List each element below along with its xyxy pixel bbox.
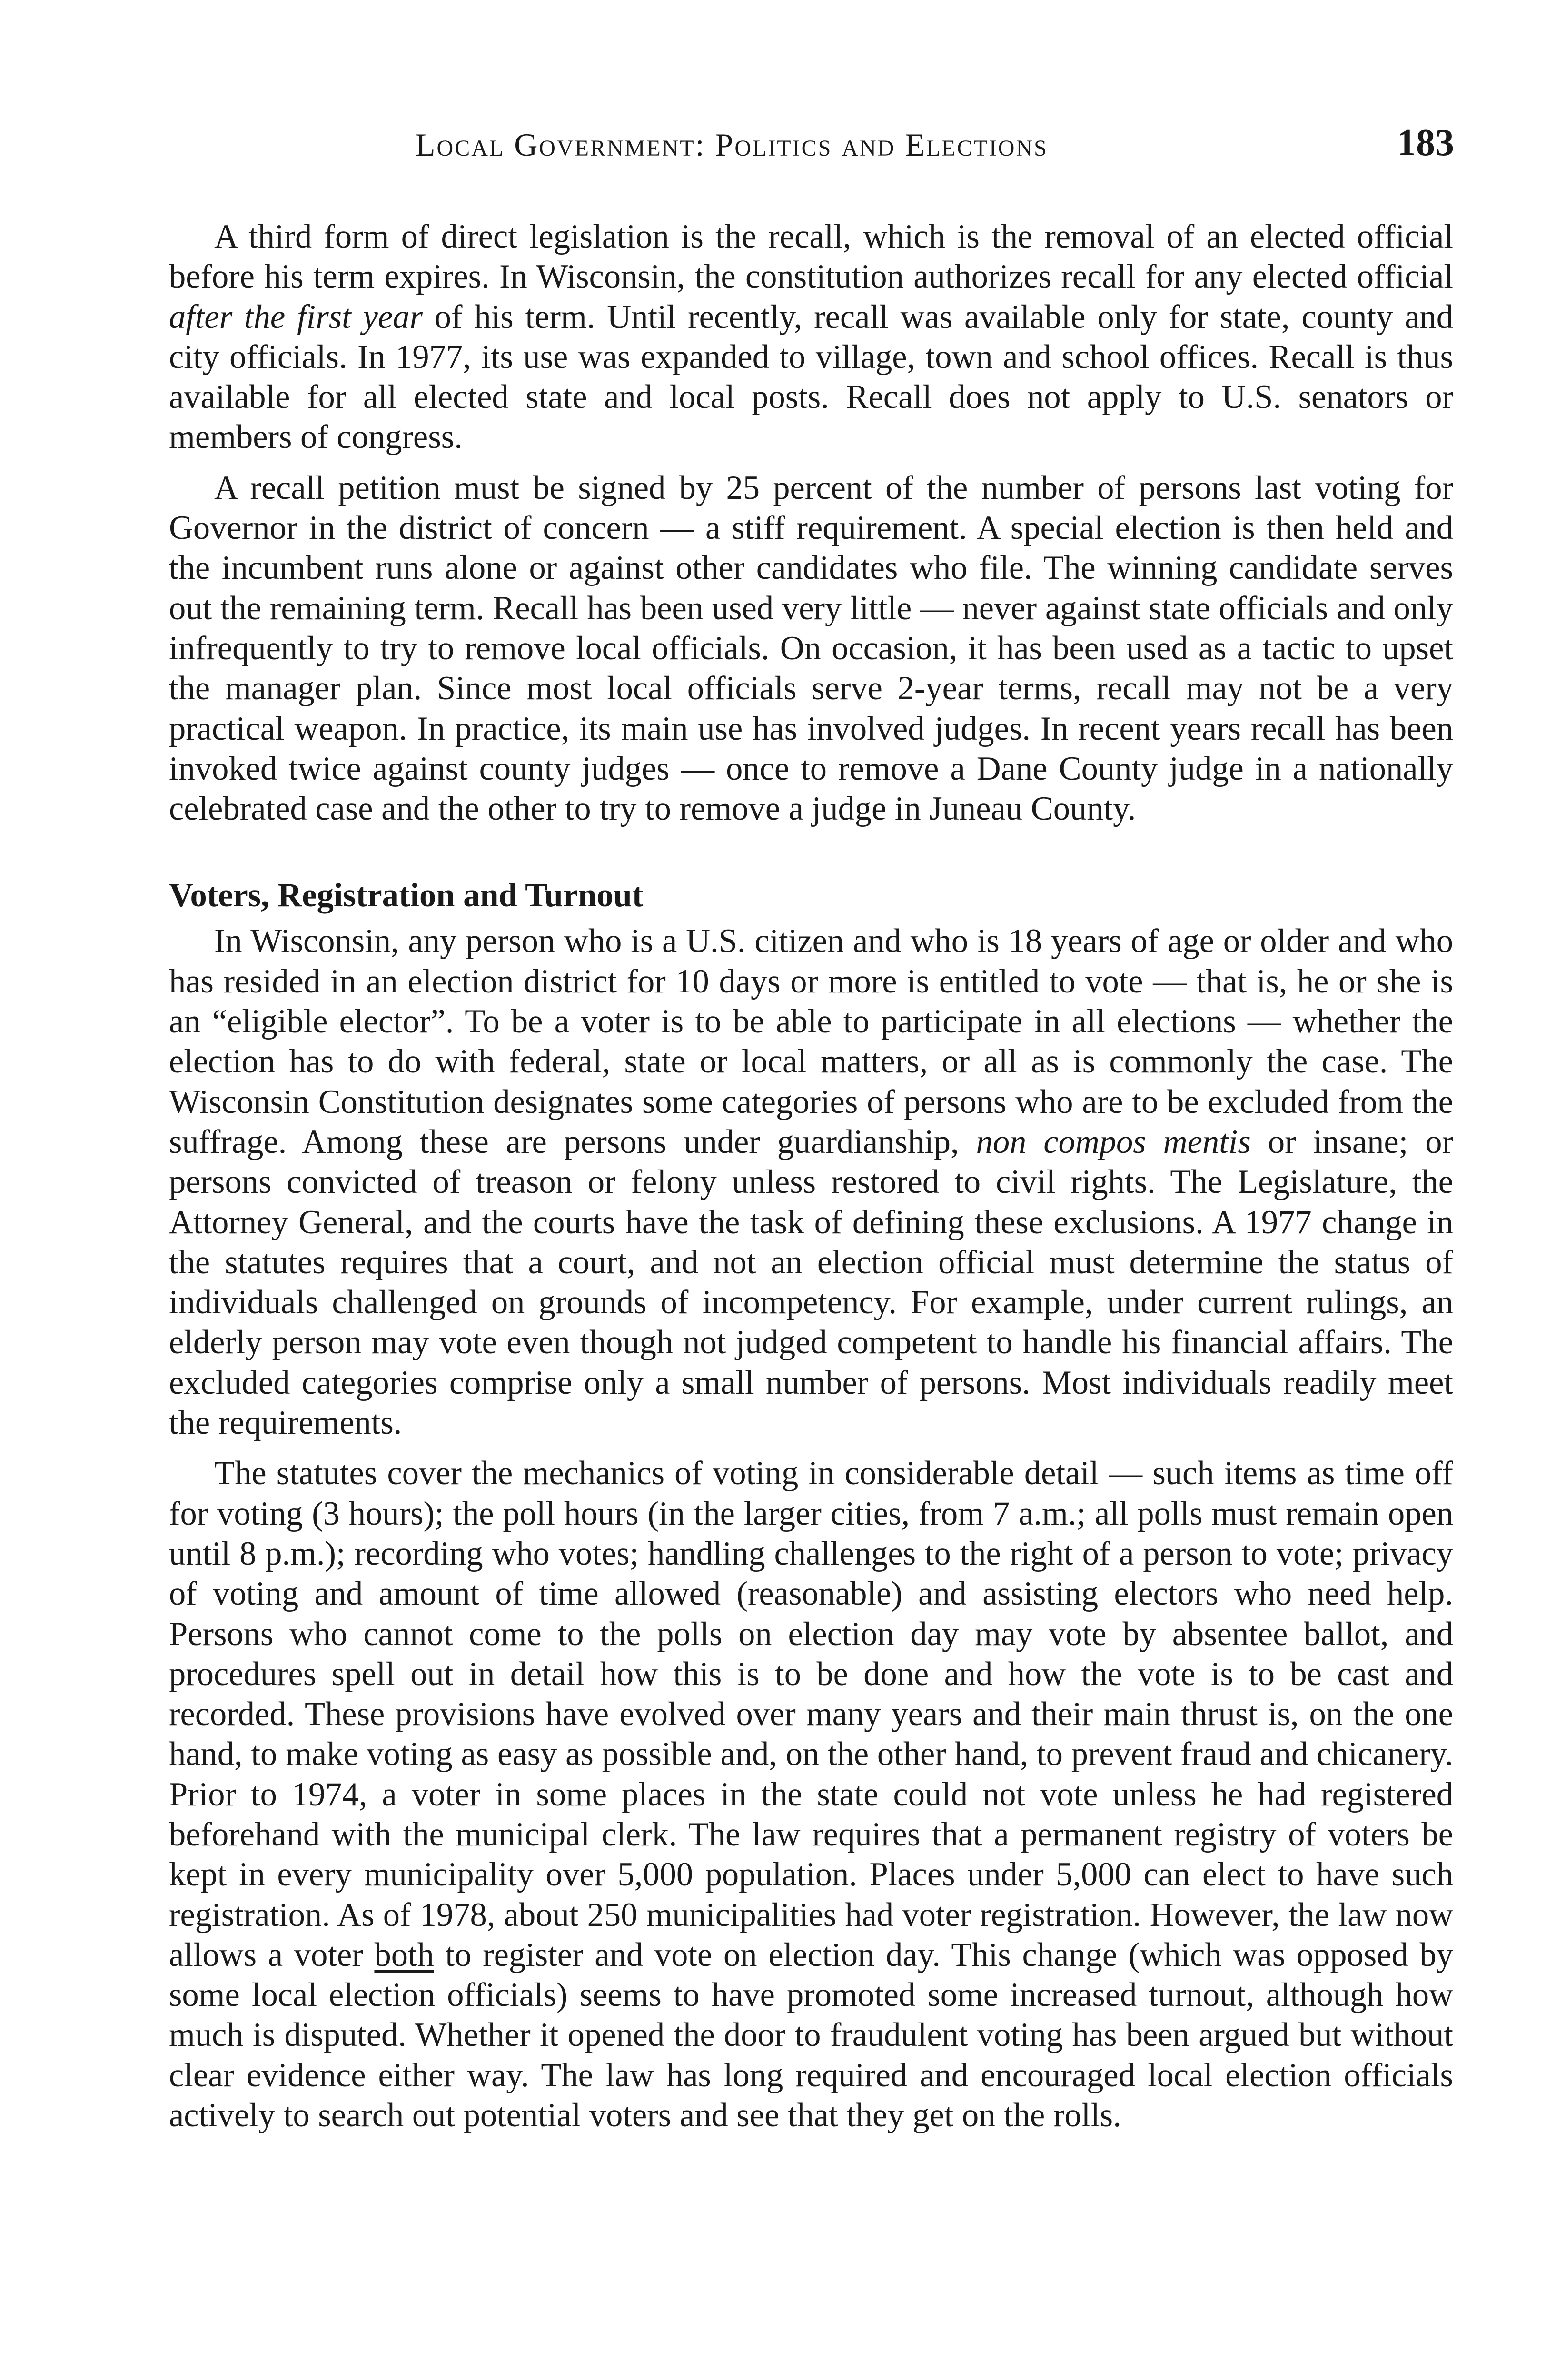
underlined-text: both [374,1936,434,1973]
paragraph-eligible-voters [169,921,1453,1443]
text-run: The statutes cover the mechanics of voting in considerable detail — such items as time off for voting (3 hours); the poll hours (in the larger cities, from 7 a.m.; all polls must remain open until 8 p.m.); recording who votes; handling challenges to the right of a person to vote; privacy of voting and amount of time allowed (reasonable) and assisting electors who need help. Persons who cannot come to the polls on election day may vote by absentee ballot, and procedures spell out in detail how this is to be done and how the vote is to be cast and recorded. These provisions have evolved over many years and their main thrust is, on the one hand, to make voting as easy as possible and, on the other hand, to prevent fraud and chicanery. Prior to 1974, a voter in some places in the state could not vote unless he had registered beforehand with the municipal clerk. The law requires that a permanent registry of voters be kept in every municipality over 5,000 population. Places under 5,000 can elect to have such registration. As of 1978, about 250 municipalities had voter registration. However, the law now allows a voter [169,1455,1453,1973]
body-text [169,217,1453,2135]
text-run: or insane; or persons convicted of treason or felony unless restored to civil rights. The Legislature, the Attorney General, and the courts have the task of defining these exclusions. A 1977 change in the statutes requires that a court, and not an election official must determine the status of individuals challenged on grounds of incompetency. For example, under current rulings, an elderly person may vote even though not judged competent to handle his financial affairs. The excluded categories comprise only a small number of persons. Most individuals readily meet the requirements. [169,1123,1453,1442]
emphasis-text: non compos mentis [976,1123,1251,1160]
text-run: In Wisconsin, any person who is a U.S. citizen and who is 18 years of age or older and who has resided in an election district for 10 days or more is entitled to vote — that is, he or she is an “eligible elector”. To be a voter is to be able to participate in all elections — whether the election has to do with federal, state or local matters, or all as is commonly the case. The Wisconsin Constitution designates some categories of persons who are to be excluded from the suffrage. Among these are persons under guardianship, [169,922,1453,1160]
paragraph-recall-petition: A recall petition must be signed by 25 percent of the number of persons last voting for Governor in the district of concern — a stiff requirement. A special election is then held and the incumbent runs alone or against other candidates who file. The winning candidate serves out the remaining term. Recall has been used very little — never against state officials and only infrequently to try to remove local officials. On occasion, it has been used as a tactic to upset the manager plan. Since most local officials serve 2-year terms, recall may not be a very practical weapon. In practice, its main use has involved judges. In recent years recall has been invoked twice against county judges — once to remove a Dane County judge in a nationally celebrated case and the other to try to remove a judge in Juneau County. [169,469,1453,828]
section-heading: Voters, Registration and Turnout [169,877,644,914]
page-number: 183 [1397,122,1454,164]
page-header [169,121,1454,174]
running-title: Local Government: Politics and Elections [416,127,1048,163]
text-run: A third form of direct legislation is the recall, which is the removal of an elected official before his term expires. In Wisconsin, the constitution authorizes recall for any elected official [169,218,1453,296]
text-run: to register and vote on election day. This change (which was opposed by some local election officials) seems to have promoted some increased turnout, although how much is disputed. Whether it opened the door to fraudulent voting has been argued but without clear evidence either way. The law has long required and encouraged local election officials actively to search out potential voters and see that they get on the rolls. [169,1936,1453,2134]
emphasis-text: after the first year [169,298,423,336]
paragraph-voting-mechanics [169,1453,1453,2135]
paragraph-recall-intro [169,217,1453,457]
text-run: of his term. Until recently, recall was available only for state, county and city officials. In 1977, its use was expanded to village, town and school offices. Recall is thus available for all elected state and local posts. Recall does not apply to U.S. senators or members of congress. [169,298,1454,456]
